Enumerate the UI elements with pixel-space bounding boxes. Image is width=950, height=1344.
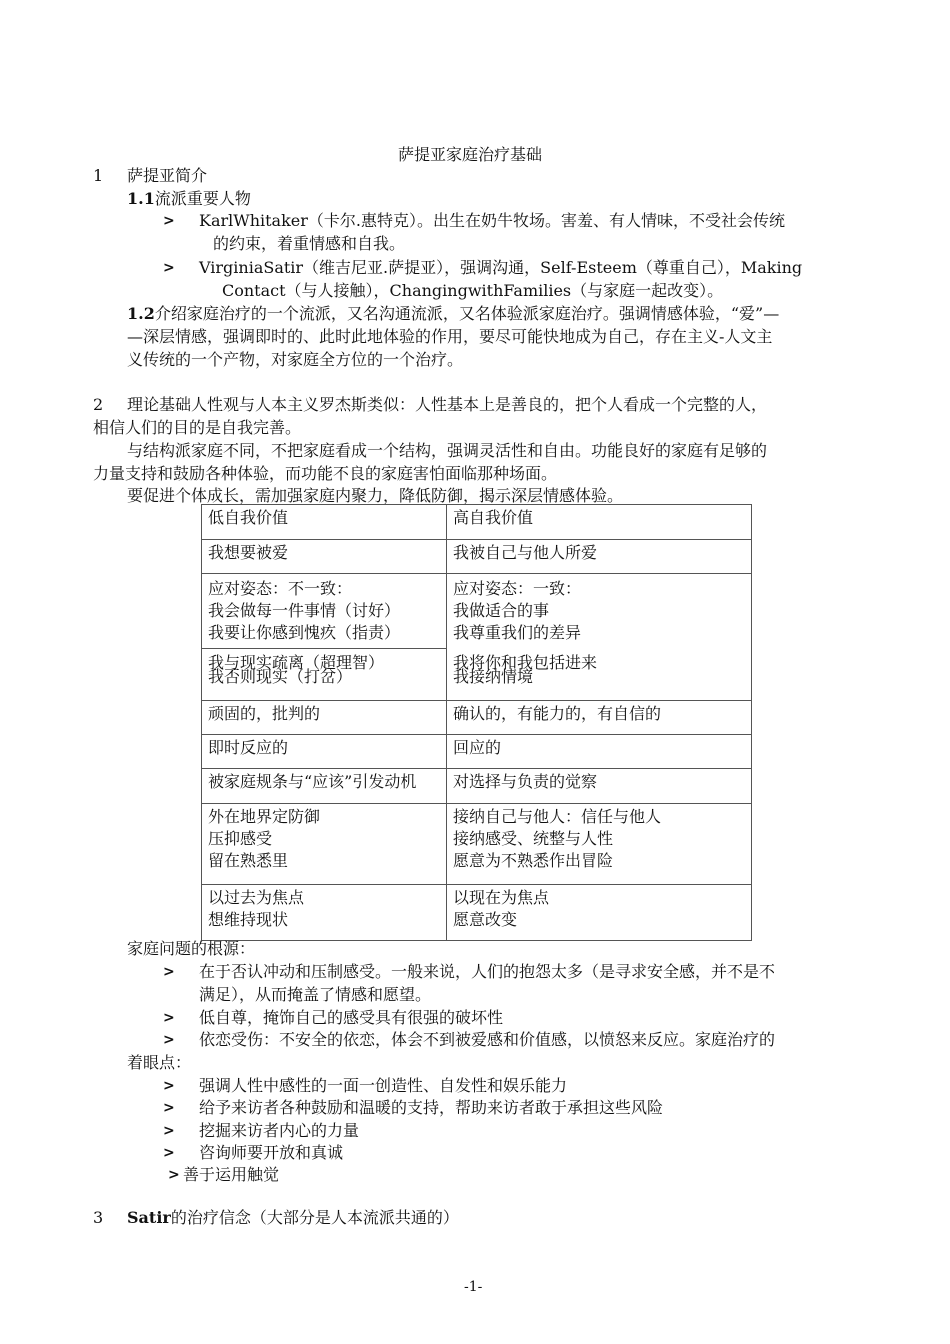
table-cell: 高自我价值 (447, 505, 752, 540)
table-cell-line: 我会做每一件事情（讨好） (208, 601, 401, 620)
bullet-satir-line2: Contact（与人接触），ChangingwithFamilies（与家庭一起改变）。 (222, 281, 724, 300)
roots-heading: 家庭问题的根源： (127, 939, 256, 958)
subsection-1-2-line3: 义传统的一个产物，对家庭全方位的一个治疗。 (127, 350, 464, 369)
subsection-1-1 (127, 189, 251, 209)
bullet-arrow: > (163, 1032, 175, 1048)
bullet-arrow: > (168, 1167, 180, 1183)
table-cell: 低自我价值 (202, 505, 447, 540)
table-cell-line: 应对姿态：不一致： (208, 579, 353, 598)
table-row (202, 505, 752, 540)
table-cell: 回应的 (447, 735, 752, 769)
table-cell-line: 愿意改变 (453, 910, 518, 929)
focus-bullet-3: 挖掘来访者内心的力量 (199, 1121, 360, 1140)
page-title: 萨提亚家庭治疗基础 (398, 145, 543, 164)
bullet-arrow: > (163, 260, 175, 276)
bullet-arrow: > (163, 1010, 175, 1026)
roots-bullet-2: 低自尊，掩饰自己的感受具有很强的破坏性 (199, 1008, 504, 1027)
section-2-number: 2 (93, 395, 104, 414)
table-cell-line: 接纳自己与他人：信任与他人 (453, 807, 662, 826)
table-cell: 确认的，有能力的，有自信的 (447, 701, 752, 735)
bullet-arrow: > (163, 1100, 175, 1116)
table-cell: 顽固的，批判的 (202, 701, 447, 735)
roots-bullet-3-line2: 着眼点： (127, 1053, 192, 1072)
section-1-heading: 萨提亚简介 (127, 166, 208, 185)
roots-bullet-3-line1: 依恋受伤：不安全的依恋，体会不到被爱感和价值感，以愤怒来反应。家庭治疗的 (199, 1030, 776, 1049)
table-cell-line: 想维持现状 (208, 910, 289, 929)
subsection-1-2-number: 1.2 (127, 304, 155, 323)
bullet-whitaker-line1: KarlWhitaker（卡尔.惠特克）。出生在奶牛牧场。害羞、有人情味，不受社会传统 (199, 211, 785, 230)
table-row (202, 769, 752, 804)
bullet-arrow: > (163, 1123, 175, 1139)
table-cell-coping-congruent (447, 574, 752, 701)
focus-bullet-1: 强调人性中感性的一面一创造性、自发性和娱乐能力 (199, 1076, 568, 1095)
bullet-arrow: > (163, 964, 175, 980)
section-1-number: 1 (93, 166, 104, 185)
focus-bullet-4: 咨询师要开放和真诚 (199, 1143, 344, 1162)
table-cell-coping-incongruent (202, 574, 447, 701)
section-2-p1-line1: 理论基础人性观与人本主义罗杰斯类似：人性基本上是善良的，把个人看成一个完整的人， (127, 395, 768, 414)
table-row (202, 885, 752, 941)
subsection-1-2-line1 (127, 304, 779, 324)
table-cell (447, 885, 752, 941)
focus-bullet-2: 给予来访者各种鼓励和温暖的支持，帮助来访者敢于承担这些风险 (199, 1098, 664, 1117)
section-3-number: 3 (93, 1208, 104, 1227)
table-cell-line-clipped: 我与现实疏离（超理智） (208, 653, 385, 672)
table-cell-line: 我要让你感到愧疚（指责） (208, 623, 401, 642)
table-cell-line: 接纳感受、统整与人性 (453, 829, 614, 848)
bullet-arrow: > (163, 1145, 175, 1161)
table-cell (202, 769, 447, 804)
table-row (202, 735, 752, 769)
self-worth-comparison-table (201, 504, 752, 941)
table-cell-line: 我接纳情境 (453, 667, 534, 686)
page-number: -1- (464, 1279, 483, 1295)
table-cell-line: 愿意为不熟悉作出冒险 (453, 851, 614, 870)
table-cell (202, 885, 447, 941)
roots-bullet-1-line1: 在于否认冲动和压制感受。一般来说，人们的抱怨太多（是寻求安全感，并不是不 (199, 962, 776, 981)
table-cell-line: 留在熟悉里 (208, 851, 289, 870)
table-row (202, 804, 752, 885)
table-cell: 对选择与负责的觉察 (447, 769, 752, 804)
table-cell-line: 应对姿态：一致： (453, 579, 582, 598)
bullet-whitaker-line2: 的约束，着重情感和自我。 (213, 234, 406, 253)
table-cell-line: 压抑感受 (208, 829, 273, 848)
table-cell-line: 我做适合的事 (453, 601, 550, 620)
table-row (202, 574, 752, 701)
bullet-arrow: > (163, 1078, 175, 1094)
table-cell (447, 804, 752, 885)
section-3-heading-bold: Satir (127, 1208, 171, 1227)
section-3-heading (127, 1208, 459, 1228)
table-cell-line: 以过去为焦点 (208, 888, 305, 907)
table-row (202, 540, 752, 574)
table-cell-line: 外在地界定防御 (208, 807, 321, 826)
table-cell-line: 我否则现实（打岔） (208, 667, 353, 686)
table-cell-line: 我尊重我们的差异 (453, 623, 582, 642)
section-2-p3: 要促进个体成长，需加强家庭内聚力，降低防御，揭示深层情感体验。 (127, 486, 624, 505)
bullet-arrow: > (163, 213, 175, 229)
section-2-p1-line2: 相信人们的目的是自我完善。 (93, 418, 302, 437)
table-cell: 我想要被爱 (202, 540, 447, 574)
table-cell-line-clipped: 我将你和我包括进来 (453, 653, 598, 672)
section-2-p2-line2: 力量支持和鼓励各种体验，而功能不良的家庭害怕面临那种场面。 (93, 464, 558, 483)
table-cell (202, 804, 447, 885)
focus-bullet-5: 善于运用触觉 (183, 1165, 280, 1184)
roots-bullet-1-line2: 满足），从而掩盖了情感和愿望。 (199, 985, 432, 1004)
table-cell-text: 被家庭规条与“应该”引发动机 (208, 772, 417, 791)
subsection-1-1-text: 流派重要人物 (154, 189, 251, 208)
table-cell-line: 以现在为焦点 (453, 888, 550, 907)
subsection-1-2-line2: —深层情感，强调即时的、此时此地体验的作用，要尽可能快地成为自己，存在主义-人文主 (127, 327, 773, 346)
table-cell: 即时反应的 (202, 735, 447, 769)
section-2-p2-line1: 与结构派家庭不同，不把家庭看成一个结构，强调灵活性和自由。功能良好的家庭有足够的 (127, 441, 768, 460)
section-3-heading-text: 的治疗信念（大部分是人本流派共通的） (170, 1208, 459, 1227)
table-cell: 我被自己与他人所爱 (447, 540, 752, 574)
table-row (202, 701, 752, 735)
bullet-satir-line1: VirginiaSatir（维吉尼亚.萨提亚），强调沟通，Self-Esteem（尊重自己），Making (199, 258, 803, 277)
subsection-1-2-text: 介绍家庭治疗的一个流派，又名沟通流派，又名体验派家庭治疗。强调情感体验，“爱”— (154, 304, 780, 323)
subsection-1-1-number: 1.1 (127, 189, 155, 208)
